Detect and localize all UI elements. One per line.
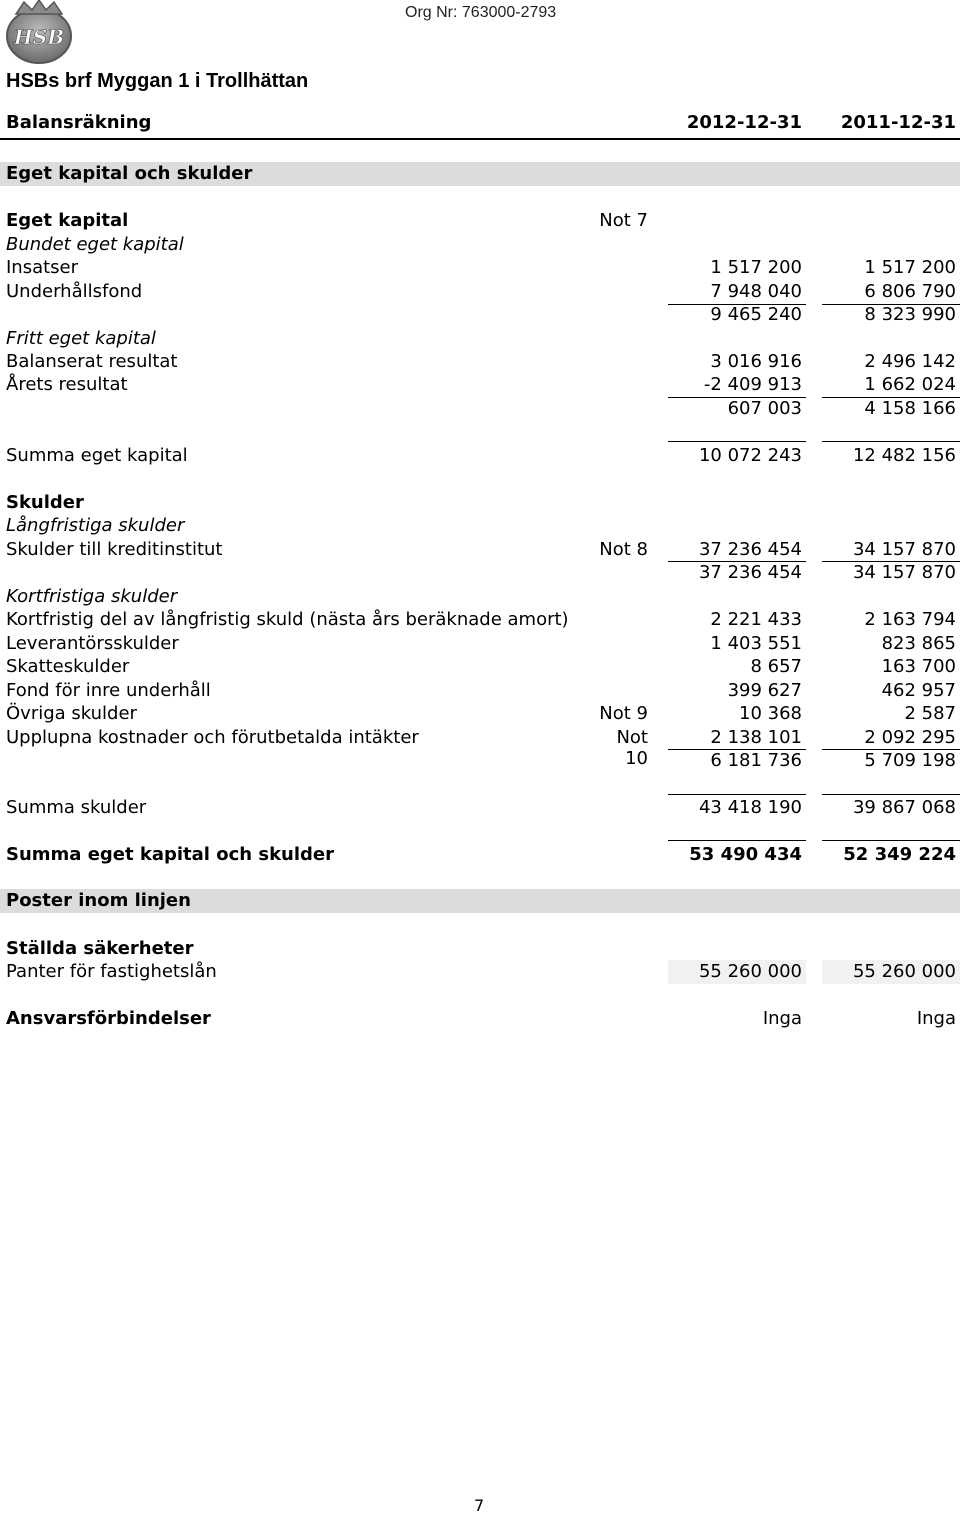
row-ansvarsforbindelser: Ansvarsförbindelser Inga Inga xyxy=(6,1008,956,1029)
row-balanserat-resultat: Balanserat resultat 3 016 916 2 496 142 xyxy=(6,351,956,372)
table-header xyxy=(0,110,960,140)
underline xyxy=(668,794,806,795)
row-stallda-sakerheter: Ställda säkerheter xyxy=(6,938,194,959)
underline xyxy=(822,794,960,795)
row-skatteskulder: Skatteskulder 8 657 163 700 xyxy=(6,656,956,677)
row-arets-resultat: Årets resultat -2 409 913 1 662 024 xyxy=(6,374,956,395)
row-bundet-subtotal: 9 465 240 8 323 990 xyxy=(710,304,956,325)
page-number: 7 xyxy=(474,1496,485,1515)
row-upplupna-kostnader: Upplupna kostnader och förutbetalda intäkter Not 10 2 138 101 2 092 295 xyxy=(6,727,956,769)
row-fritt-subtotal: 607 003 4 158 166 xyxy=(727,398,956,419)
note-ref: Not 9 xyxy=(599,703,648,724)
row-bundet-eget-kapital: Bundet eget kapital xyxy=(6,234,184,255)
underline xyxy=(668,441,806,442)
row-eget-kapital: Eget kapital Not 7 xyxy=(6,210,648,231)
note-ref: Not 7 xyxy=(599,210,648,231)
row-summa-eget-kapital-och-skulder: Summa eget kapital och skulder 53 490 434 52 349 224 xyxy=(6,844,956,865)
note-ref: Not 10 xyxy=(616,727,648,769)
row-leverantorsskulder: Leverantörsskulder 1 403 551 823 865 xyxy=(6,633,956,654)
row-panter: Panter för fastighetslån 55 260 000 55 260 000 xyxy=(6,961,956,982)
svg-text:HSB: HSB xyxy=(13,25,65,49)
row-skulder-kreditinstitut: Skulder till kreditinstitut Not 8 37 236 454 34 157 870 xyxy=(6,539,956,560)
org-number: Org Nr: 763000-2793 xyxy=(405,4,557,21)
underline xyxy=(668,840,806,841)
row-ovriga-skulder: Övriga skulder Not 9 10 368 2 587 xyxy=(6,703,956,724)
row-langfristiga-subtotal: 37 236 454 34 157 870 xyxy=(698,562,956,583)
column-header-2011: 2011-12-31 xyxy=(840,112,956,133)
row-kortfristiga-skulder: Kortfristiga skulder xyxy=(6,586,178,607)
row-kortfristig-del: Kortfristig del av långfristig skuld (nästa års beräknade amort) 2 221 433 2 163 794 xyxy=(6,609,956,630)
row-summa-eget-kapital: Summa eget kapital 10 072 243 12 482 156 xyxy=(6,445,956,466)
row-skulder: Skulder xyxy=(6,492,84,513)
column-header-2012: 2012-12-31 xyxy=(686,112,802,133)
underline xyxy=(822,840,960,841)
underline xyxy=(822,441,960,442)
section-poster-inom-linjen: Poster inom linjen xyxy=(0,889,960,913)
row-fond-inre-underhall: Fond för inre underhåll 399 627 462 957 xyxy=(6,680,956,701)
section-equity-liabilities: Eget kapital och skulder xyxy=(0,162,960,186)
note-ref: Not 8 xyxy=(599,539,648,560)
organization-name: HSBs brf Myggan 1 i Trollhättan xyxy=(6,70,309,92)
row-fritt-eget-kapital: Fritt eget kapital xyxy=(6,328,156,349)
hsb-logo-icon xyxy=(2,0,76,66)
row-insatser: Insatser 1 517 200 1 517 200 xyxy=(6,257,956,278)
row-summa-skulder: Summa skulder 43 418 190 39 867 068 xyxy=(6,797,956,818)
row-kortfristiga-subtotal: 6 181 736 5 709 198 xyxy=(710,750,956,771)
row-langfristiga-skulder: Långfristiga skulder xyxy=(6,515,185,536)
statement-title: Balansräkning xyxy=(6,112,152,133)
row-underhallsfond: Underhållsfond 7 948 040 6 806 790 xyxy=(6,281,956,302)
